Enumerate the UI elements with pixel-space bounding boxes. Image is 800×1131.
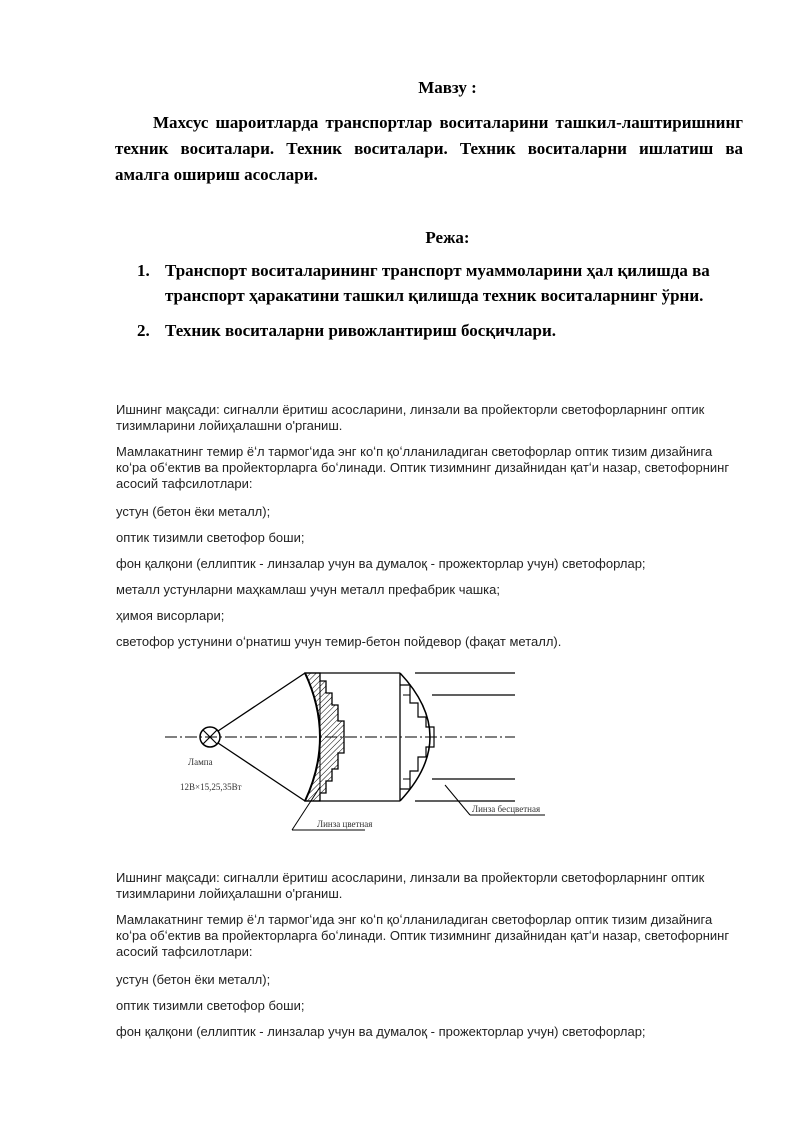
list-line: фон қалқони (еллиптик - линзалар учун ва думалоқ - прожекторлар учун) светофорлар; xyxy=(116,556,646,571)
plan-list xyxy=(137,258,747,353)
plan-heading: Режа: xyxy=(425,228,470,247)
lamp-label: Лампа xyxy=(188,757,213,767)
plan-item-number: 2. xyxy=(137,321,150,340)
list-line: оптик тизимли светофор боши; xyxy=(116,530,305,545)
lamp-spec: 12В×15,25,35Вт xyxy=(180,782,242,792)
list-line: ҳимоя висорлари; xyxy=(116,608,225,623)
light-cone-lower xyxy=(218,743,305,801)
list-line: светофор устунини оʻрнатиш учун темир-бетон пойдевор (фақат металл). xyxy=(116,634,562,649)
plan-item-text: Транспорт воситаларининг транспорт муаммоларини ҳал қилишда ва транспорт ҳаракатини ташкил қилишда техник воситаларнинг ўрни. xyxy=(165,261,710,305)
list-line: оптик тизимли светофор боши; xyxy=(116,998,305,1013)
topic-body: Махсус шароитларда транспортлар воситаларини ташкил-лаштиришнинг техник воситалари. Техник воситалари. Техник воситаларни ишлатиш ва амалга ошириш асослари. xyxy=(115,113,743,184)
list-line: металл устунларни маҳкамлаш учун металл префабрик чашка; xyxy=(116,582,500,597)
colored-lens-label: Линза цветная xyxy=(317,819,373,829)
paragraph: Мамлакатнинг темир ёʻл тармогʻида энг коʻп қоʻлланиладиган светофорлар оптик тизим дизайнига коʻра обʻектив ва пройекторларга боʻлинади. Оптик тизимнинг дизайнидан қатʻи назар, светофорнинг асосий тафсилотлари: xyxy=(116,444,730,491)
paragraph: Ишнинг мақсади: сигналли ёритиш асосларини, линзали ва пройекторли светофорларнинг оптик тизимларини лойиҳалашни о'рганиш. xyxy=(116,870,705,901)
plan-item xyxy=(137,258,747,308)
list-line: фон қалқони (еллиптик - линзалар учун ва думалоқ - прожекторлар учун) светофорлар; xyxy=(116,1024,646,1039)
plan-item xyxy=(137,318,747,343)
topic-heading: Мавзу : xyxy=(418,78,477,97)
list-line: устун (бетон ёки металл); xyxy=(116,504,271,519)
signal-lens-diagram xyxy=(160,665,560,840)
colorless-lens-label: Линза бесцветная xyxy=(472,804,541,814)
paragraph: Мамлакатнинг темир ёʻл тармогʻида энг коʻп қоʻлланиладиган светофорлар оптик тизим дизайнига коʻра обʻектив ва пройекторларга боʻлинади. Оптик тизимнинг дизайнидан қатʻи назар, светофорнинг асосий тафсилотлари: xyxy=(116,912,730,959)
plan-item-number: 1. xyxy=(137,261,150,280)
list-line: устун (бетон ёки металл); xyxy=(116,972,271,987)
light-cone-upper xyxy=(218,673,305,731)
plan-item-text: Техник воситаларни ривожлантириш босқичлари. xyxy=(165,321,557,340)
paragraph: Ишнинг мақсади: сигналли ёритиш асосларини, линзали ва пройекторли светофорларнинг оптик тизимларини лойиҳалашни о'рганиш. xyxy=(116,402,705,433)
